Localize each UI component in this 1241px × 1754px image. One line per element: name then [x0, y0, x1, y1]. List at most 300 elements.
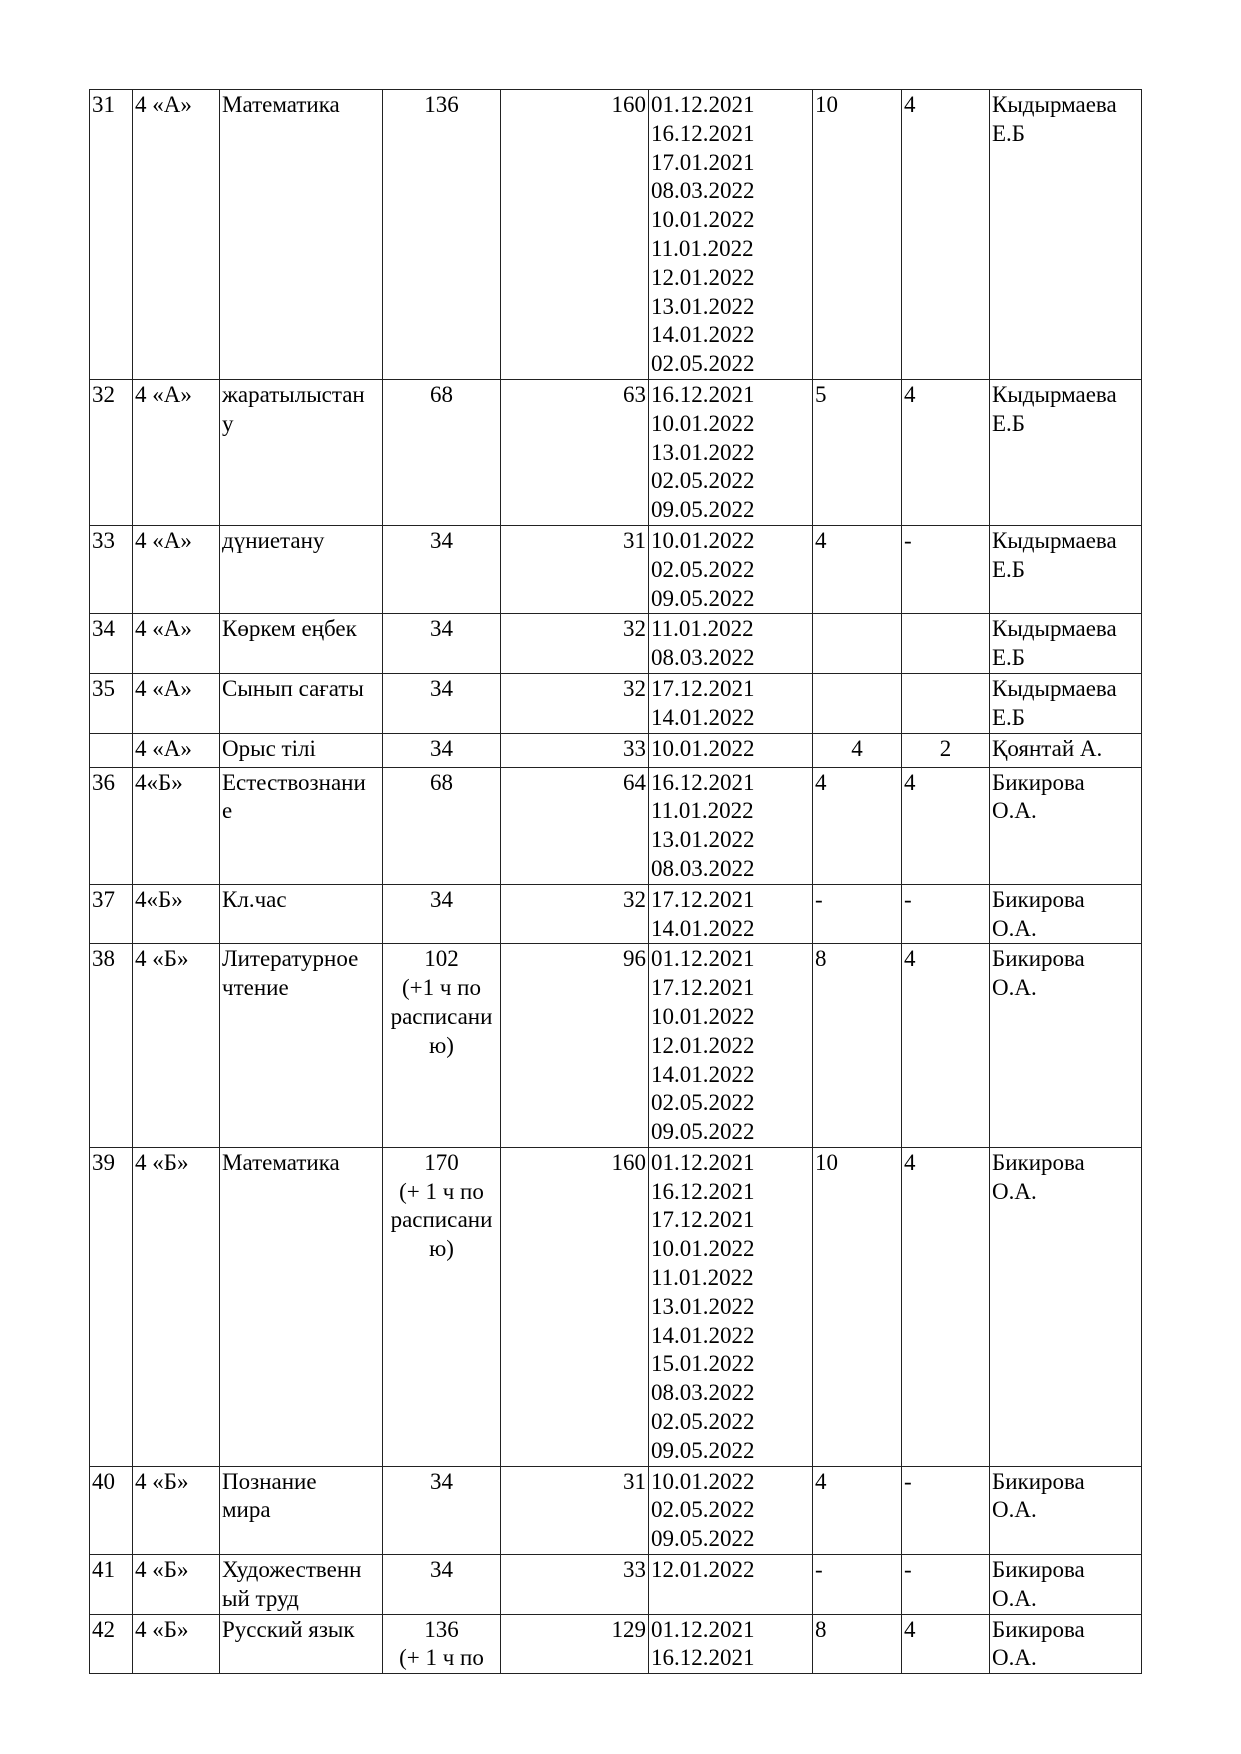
- date-line: 10.01.2022: [651, 1003, 755, 1029]
- dates-cell: [649, 673, 813, 733]
- teacher-cell: [990, 90, 1142, 380]
- teacher-line: Кыдырмаева: [992, 616, 1117, 642]
- row-number: 34: [92, 616, 115, 642]
- subject-line: мира: [222, 1497, 271, 1523]
- count-a: -: [815, 1557, 823, 1583]
- count-a: 4: [815, 1468, 827, 1494]
- date-line: 10.01.2022: [651, 1236, 755, 1262]
- class-name: 4 «Б»: [135, 1149, 189, 1175]
- planned-hours-line: 34: [430, 1557, 453, 1583]
- subject-cell: [220, 944, 383, 1148]
- row-number: 31: [92, 92, 115, 117]
- teacher-cell: [990, 614, 1142, 674]
- table-row: [90, 614, 1142, 674]
- actual-hours: 129: [611, 1616, 646, 1642]
- date-line: 09.05.2022: [651, 497, 755, 523]
- date-line: 02.05.2022: [651, 351, 755, 377]
- subject-line: Орыс тілі: [222, 735, 316, 761]
- count-b-cell: [902, 1614, 990, 1674]
- subject-line: Русский язык: [222, 1616, 355, 1642]
- row-number-cell: [90, 1614, 133, 1674]
- count-b: 4: [904, 1149, 916, 1175]
- count-b: 4: [904, 769, 916, 795]
- date-line: 17.01.2021: [651, 149, 755, 175]
- planned-hours-line: 136: [424, 1616, 459, 1642]
- count-b-cell: [902, 1147, 990, 1466]
- count-b-cell: [902, 1466, 990, 1554]
- actual-hours: 160: [611, 1149, 646, 1175]
- date-line: 02.05.2022: [651, 1409, 755, 1435]
- planned-hours-cell: [383, 1147, 501, 1466]
- count-b: -: [904, 527, 912, 553]
- date-line: 01.12.2021: [651, 92, 755, 117]
- class-cell: [133, 379, 220, 525]
- row-number-cell: [90, 944, 133, 1148]
- count-a: 4: [815, 527, 827, 553]
- subject-cell: [220, 1555, 383, 1615]
- date-line: 16.12.2021: [651, 381, 755, 407]
- date-line: 16.12.2021: [651, 1178, 755, 1204]
- planned-hours-cell: [383, 614, 501, 674]
- planned-hours-cell: [383, 525, 501, 613]
- subject-line: Литературное: [222, 946, 359, 972]
- dates-cell: [649, 90, 813, 380]
- date-line: 01.12.2021: [651, 1149, 755, 1175]
- subject-cell: [220, 1466, 383, 1554]
- planned-hours-cell: [383, 767, 501, 884]
- teacher-cell: [990, 884, 1142, 944]
- count-a-cell: [813, 525, 902, 613]
- date-line: 09.05.2022: [651, 1526, 755, 1552]
- count-b-cell: [902, 1555, 990, 1615]
- row-number: 33: [92, 527, 115, 553]
- teacher-line: О.А.: [992, 798, 1037, 824]
- planned-hours-line: ю): [429, 1236, 454, 1262]
- planned-hours-line: 34: [430, 886, 453, 912]
- actual-hours-cell: [501, 614, 649, 674]
- planned-hours-line: расписани: [390, 1003, 493, 1029]
- date-line: 10.01.2022: [651, 1468, 755, 1494]
- teacher-line: Қоянтай А.: [992, 735, 1103, 761]
- teacher-cell: [990, 944, 1142, 1148]
- date-line: 16.12.2021: [651, 120, 755, 146]
- actual-hours-cell: [501, 944, 649, 1148]
- subject-line: чтение: [222, 975, 289, 1001]
- row-number: 40: [92, 1468, 115, 1494]
- teacher-line: Кыдырмаева: [992, 527, 1117, 553]
- teacher-cell: [990, 1614, 1142, 1674]
- class-name: 4 «Б»: [135, 1616, 189, 1642]
- teacher-line: Бикирова: [992, 769, 1085, 795]
- row-number: 38: [92, 946, 115, 972]
- count-a-cell: [813, 884, 902, 944]
- teacher-line: О.А.: [992, 1497, 1037, 1523]
- teacher-cell: [990, 379, 1142, 525]
- row-number: 42: [92, 1616, 115, 1642]
- date-line: 13.01.2022: [651, 1293, 755, 1319]
- class-cell: [133, 1466, 220, 1554]
- row-number-cell: [90, 1466, 133, 1554]
- dates-cell: [649, 733, 813, 767]
- planned-hours-line: 34: [430, 616, 453, 642]
- row-number: 32: [92, 381, 115, 407]
- date-line: 17.12.2021: [651, 975, 755, 1001]
- teacher-cell: [990, 673, 1142, 733]
- subject-cell: [220, 1614, 383, 1674]
- actual-hours: 32: [623, 675, 646, 701]
- date-line: 09.05.2022: [651, 585, 755, 611]
- subject-line: е: [222, 798, 233, 824]
- date-line: 14.01.2022: [651, 704, 755, 730]
- date-line: 13.01.2022: [651, 293, 755, 319]
- date-line: 17.12.2021: [651, 886, 755, 912]
- planned-hours-line: 34: [430, 1468, 453, 1494]
- planned-hours-line: ю): [429, 1032, 454, 1058]
- class-name: 4 «Б»: [135, 1557, 189, 1583]
- class-name: 4 «А»: [135, 381, 192, 407]
- actual-hours: 33: [623, 1557, 646, 1583]
- subject-line: Математика: [222, 92, 340, 117]
- date-line: 02.05.2022: [651, 1090, 755, 1116]
- class-name: 4«Б»: [135, 769, 183, 795]
- subject-cell: [220, 1147, 383, 1466]
- class-cell: [133, 614, 220, 674]
- class-name: 4 «А»: [135, 735, 192, 761]
- actual-hours: 63: [623, 381, 646, 407]
- class-cell: [133, 673, 220, 733]
- date-line: 10.01.2022: [651, 527, 755, 553]
- count-b-cell: [902, 673, 990, 733]
- count-a: 8: [815, 1616, 827, 1642]
- subject-cell: [220, 733, 383, 767]
- date-line: 10.01.2022: [651, 207, 755, 233]
- row-number-cell: [90, 884, 133, 944]
- count-a-cell: [813, 90, 902, 380]
- teacher-line: Бикирова: [992, 1557, 1085, 1583]
- actual-hours-cell: [501, 767, 649, 884]
- class-cell: [133, 767, 220, 884]
- date-line: 16.12.2021: [651, 1645, 755, 1671]
- actual-hours: 32: [623, 886, 646, 912]
- count-a-cell: [813, 767, 902, 884]
- subject-cell: [220, 767, 383, 884]
- count-a-cell: [813, 614, 902, 674]
- date-line: 01.12.2021: [651, 1616, 755, 1642]
- date-line: 14.01.2022: [651, 1061, 755, 1087]
- actual-hours-cell: [501, 1147, 649, 1466]
- count-a-cell: [813, 1466, 902, 1554]
- count-a: 5: [815, 381, 827, 407]
- class-cell: [133, 733, 220, 767]
- table-row: [90, 379, 1142, 525]
- actual-hours-cell: [501, 1466, 649, 1554]
- dates-cell: [649, 767, 813, 884]
- planned-hours-line: (+ 1 ч по: [399, 1645, 484, 1671]
- teacher-line: Бикирова: [992, 1616, 1085, 1642]
- subject-cell: [220, 525, 383, 613]
- actual-hours: 31: [623, 527, 646, 553]
- count-b-cell: [902, 525, 990, 613]
- date-line: 16.12.2021: [651, 769, 755, 795]
- actual-hours: 64: [623, 769, 646, 795]
- planned-hours-line: 68: [430, 381, 453, 407]
- date-line: 01.12.2021: [651, 946, 755, 972]
- date-line: 14.01.2022: [651, 1322, 755, 1348]
- teacher-line: Кыдырмаева: [992, 675, 1117, 701]
- table-row: [90, 1466, 1142, 1554]
- count-b-cell: [902, 944, 990, 1148]
- teacher-line: Кыдырмаева: [992, 92, 1117, 117]
- actual-hours-cell: [501, 90, 649, 380]
- row-number-cell: [90, 614, 133, 674]
- date-line: 08.03.2022: [651, 855, 755, 881]
- count-a-cell: [813, 944, 902, 1148]
- teacher-line: Е.Б: [992, 556, 1026, 582]
- count-b: -: [904, 1557, 912, 1583]
- actual-hours: 96: [623, 946, 646, 972]
- teacher-cell: [990, 1466, 1142, 1554]
- planned-hours-line: 102: [424, 946, 459, 972]
- table-row: [90, 1614, 1142, 1674]
- subject-line: Кл.час: [222, 886, 287, 912]
- date-line: 09.05.2022: [651, 1437, 755, 1463]
- class-cell: [133, 944, 220, 1148]
- date-line: 14.01.2022: [651, 322, 755, 348]
- class-name: 4 «А»: [135, 616, 192, 642]
- date-line: 12.01.2022: [651, 1557, 755, 1583]
- date-line: 11.01.2022: [651, 1265, 754, 1291]
- teacher-cell: [990, 1147, 1142, 1466]
- planned-hours-line: 34: [430, 675, 453, 701]
- teacher-cell: [990, 1555, 1142, 1615]
- count-b-cell: [902, 379, 990, 525]
- teacher-cell: [990, 733, 1142, 767]
- subject-cell: [220, 379, 383, 525]
- schedule-table: [89, 89, 1142, 1674]
- actual-hours: 31: [623, 1468, 646, 1494]
- class-name: 4 «Б»: [135, 1468, 189, 1494]
- actual-hours-cell: [501, 379, 649, 525]
- date-line: 12.01.2022: [651, 1032, 755, 1058]
- teacher-line: О.А.: [992, 1178, 1037, 1204]
- date-line: 02.05.2022: [651, 1497, 755, 1523]
- dates-cell: [649, 1147, 813, 1466]
- subject-line: Сынып сағаты: [222, 675, 364, 701]
- class-cell: [133, 1555, 220, 1615]
- date-line: 08.03.2022: [651, 178, 755, 204]
- count-a: 4: [851, 735, 863, 761]
- actual-hours-cell: [501, 884, 649, 944]
- class-name: 4 «А»: [135, 92, 192, 117]
- class-name: 4 «Б»: [135, 946, 189, 972]
- count-b: 4: [904, 381, 916, 407]
- date-line: 10.01.2022: [651, 410, 755, 436]
- count-a-cell: [813, 733, 902, 767]
- dates-cell: [649, 1555, 813, 1615]
- planned-hours-cell: [383, 1466, 501, 1554]
- table-body: [90, 90, 1142, 1674]
- dates-cell: [649, 379, 813, 525]
- actual-hours-cell: [501, 733, 649, 767]
- actual-hours: 33: [623, 735, 646, 761]
- row-number: 35: [92, 675, 115, 701]
- dates-cell: [649, 525, 813, 613]
- date-line: 13.01.2022: [651, 439, 755, 465]
- date-line: 15.01.2022: [651, 1351, 755, 1377]
- planned-hours-line: 170: [424, 1149, 459, 1175]
- count-b-cell: [902, 90, 990, 380]
- planned-hours-cell: [383, 379, 501, 525]
- planned-hours-line: 136: [424, 92, 459, 117]
- class-cell: [133, 90, 220, 380]
- row-number-cell: [90, 673, 133, 733]
- actual-hours-cell: [501, 1614, 649, 1674]
- count-a-cell: [813, 673, 902, 733]
- class-cell: [133, 1147, 220, 1466]
- teacher-line: Бикирова: [992, 886, 1085, 912]
- teacher-line: Бикирова: [992, 1149, 1085, 1175]
- actual-hours-cell: [501, 673, 649, 733]
- row-number: 37: [92, 886, 115, 912]
- class-cell: [133, 1614, 220, 1674]
- count-a-cell: [813, 1614, 902, 1674]
- planned-hours-cell: [383, 90, 501, 380]
- teacher-line: О.А.: [992, 1645, 1037, 1671]
- teacher-cell: [990, 767, 1142, 884]
- subject-line: Математика: [222, 1149, 340, 1175]
- count-b-cell: [902, 767, 990, 884]
- count-b: -: [904, 886, 912, 912]
- date-line: 14.01.2022: [651, 915, 755, 941]
- teacher-line: О.А.: [992, 975, 1037, 1001]
- subject-line: ый труд: [222, 1585, 299, 1611]
- dates-cell: [649, 1466, 813, 1554]
- subject-line: Художественн: [222, 1557, 362, 1583]
- planned-hours-line: 68: [430, 769, 453, 795]
- count-a: 8: [815, 946, 827, 972]
- actual-hours-cell: [501, 1555, 649, 1615]
- actual-hours-cell: [501, 525, 649, 613]
- teacher-line: Кыдырмаева: [992, 381, 1117, 407]
- planned-hours-cell: [383, 884, 501, 944]
- dates-cell: [649, 614, 813, 674]
- row-number: 39: [92, 1149, 115, 1175]
- table-row: [90, 525, 1142, 613]
- planned-hours-cell: [383, 944, 501, 1148]
- table-row: [90, 944, 1142, 1148]
- row-number-cell: [90, 90, 133, 380]
- planned-hours-line: 34: [430, 527, 453, 553]
- subject-line: Көркем еңбек: [222, 616, 357, 642]
- planned-hours-line: (+1 ч по: [401, 975, 481, 1001]
- date-line: 11.01.2022: [651, 798, 754, 824]
- teacher-line: Е.Б: [992, 645, 1026, 671]
- teacher-line: Е.Б: [992, 704, 1026, 730]
- date-line: 17.12.2021: [651, 1207, 755, 1233]
- date-line: 13.01.2022: [651, 827, 755, 853]
- teacher-line: Бикирова: [992, 946, 1085, 972]
- subject-line: у: [222, 410, 234, 436]
- teacher-line: О.А.: [992, 1585, 1037, 1611]
- table-row: [90, 884, 1142, 944]
- table-row: [90, 673, 1142, 733]
- row-number: 41: [92, 1557, 115, 1583]
- subject-line: Познание: [222, 1468, 317, 1494]
- count-b: 4: [904, 92, 916, 117]
- row-number-cell: [90, 767, 133, 884]
- count-a-cell: [813, 1555, 902, 1615]
- planned-hours-cell: [383, 1614, 501, 1674]
- teacher-line: Бикирова: [992, 1468, 1085, 1494]
- count-b: 4: [904, 946, 916, 972]
- count-a: 10: [815, 92, 838, 117]
- date-line: 08.03.2022: [651, 1380, 755, 1406]
- count-a: 10: [815, 1149, 838, 1175]
- count-b: -: [904, 1468, 912, 1494]
- teacher-line: Е.Б: [992, 120, 1026, 146]
- date-line: 09.05.2022: [651, 1119, 755, 1145]
- class-name: 4 «А»: [135, 527, 192, 553]
- class-name: 4«Б»: [135, 886, 183, 912]
- actual-hours: 32: [623, 616, 646, 642]
- date-line: 02.05.2022: [651, 468, 755, 494]
- count-a: -: [815, 886, 823, 912]
- dates-cell: [649, 884, 813, 944]
- subject-line: Естествознани: [222, 769, 366, 795]
- planned-hours-cell: [383, 673, 501, 733]
- count-a-cell: [813, 379, 902, 525]
- planned-hours-cell: [383, 1555, 501, 1615]
- date-line: 11.01.2022: [651, 616, 754, 642]
- table-row: [90, 733, 1142, 767]
- count-b: 2: [939, 735, 952, 761]
- subject-cell: [220, 673, 383, 733]
- count-b-cell: [902, 884, 990, 944]
- date-line: 08.03.2022: [651, 645, 755, 671]
- subject-cell: [220, 884, 383, 944]
- row-number-cell: [90, 525, 133, 613]
- planned-hours-line: 34: [430, 735, 453, 761]
- class-cell: [133, 525, 220, 613]
- date-line: 12.01.2022: [651, 264, 755, 290]
- actual-hours: 160: [611, 92, 646, 117]
- date-line: 17.12.2021: [651, 675, 755, 701]
- subject-line: жаратылыстан: [222, 381, 365, 407]
- row-number-cell: [90, 379, 133, 525]
- subject-cell: [220, 614, 383, 674]
- teacher-line: Е.Б: [992, 410, 1026, 436]
- table-row: [90, 1555, 1142, 1615]
- class-name: 4 «А»: [135, 675, 192, 701]
- table-row: [90, 767, 1142, 884]
- count-a: 4: [815, 769, 827, 795]
- row-number: 36: [92, 769, 115, 795]
- dates-cell: [649, 1614, 813, 1674]
- row-number-cell: [90, 733, 133, 767]
- table-row: [90, 1147, 1142, 1466]
- count-b: 4: [904, 1616, 916, 1642]
- class-cell: [133, 884, 220, 944]
- subject-line: дүниетану: [222, 527, 325, 553]
- teacher-cell: [990, 525, 1142, 613]
- dates-cell: [649, 944, 813, 1148]
- teacher-line: О.А.: [992, 915, 1037, 941]
- planned-hours-cell: [383, 733, 501, 767]
- date-line: 02.05.2022: [651, 556, 755, 582]
- count-a-cell: [813, 1147, 902, 1466]
- count-b-cell: [902, 614, 990, 674]
- date-line: 11.01.2022: [651, 235, 754, 261]
